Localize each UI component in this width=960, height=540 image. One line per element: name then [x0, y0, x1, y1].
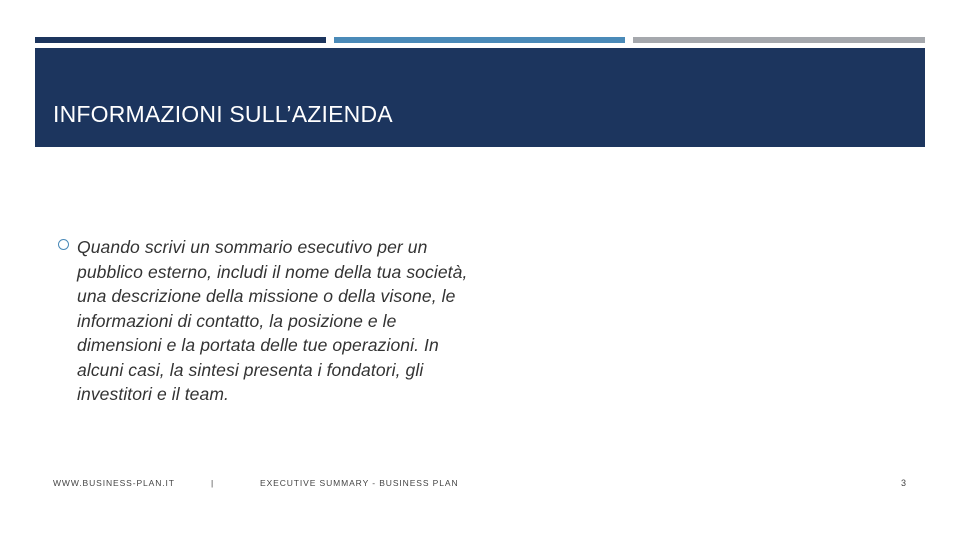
slide-title: INFORMAZIONI SULL’AZIENDA — [53, 101, 393, 127]
title-band — [35, 48, 925, 147]
bullet-circle-icon — [58, 239, 69, 250]
accent-bar-blue — [334, 37, 625, 43]
accent-bar-navy — [35, 37, 326, 43]
footer-separator: | — [211, 478, 215, 488]
page-number: 3 — [901, 478, 907, 488]
accent-bar-gray — [633, 37, 925, 43]
bullet-item: Quando scrivi un sommario esecutivo per un pubblico esterno, includi il nome della tua società, una descrizione della missione o della visone, le informazioni di contatto, la posizione e le dimensioni e la portata delle tue operazioni. In alcuni casi, la sintesi presenta i fondatori, gli investitori e il team. — [77, 237, 468, 404]
bullet-list — [58, 235, 478, 407]
footer-caption: EXECUTIVE SUMMARY - BUSINESS PLAN — [260, 478, 459, 488]
footer-website: WWW.BUSINESS-PLAN.IT — [53, 478, 175, 488]
